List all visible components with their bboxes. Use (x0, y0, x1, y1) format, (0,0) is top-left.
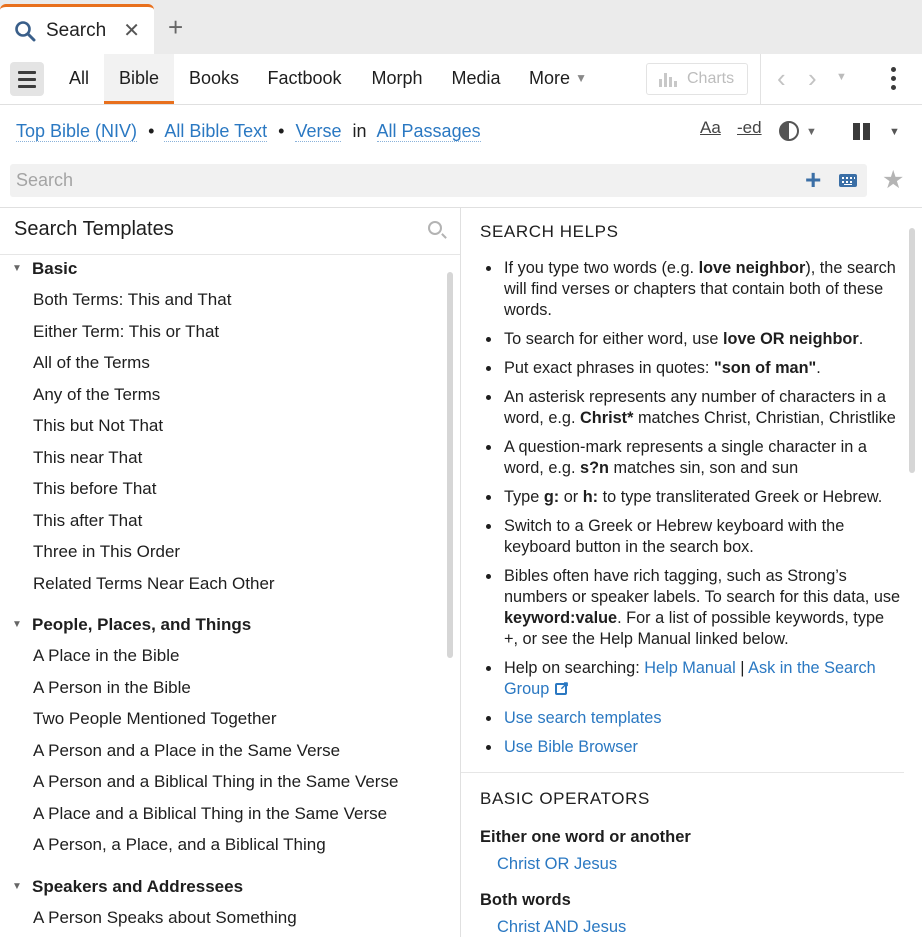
tab-books[interactable]: Books (188, 68, 240, 88)
search-group-link[interactable]: Ask in the Search Group (504, 659, 876, 698)
template-item[interactable]: Three in This Order (33, 542, 181, 561)
external-link-icon[interactable] (555, 683, 567, 695)
help-item: To search for either word, use love OR neighbor. (484, 329, 902, 350)
search-tab[interactable] (0, 4, 154, 54)
help-item: A question-mark represents a single character in a word, e.g. s?n matches sin, son and sun (484, 437, 902, 479)
template-item[interactable]: This after That (33, 510, 143, 530)
basic-operators-title: BASIC OPERATORS (480, 789, 650, 808)
template-item[interactable]: This near That (33, 447, 143, 467)
collapse-triangle-icon[interactable]: ▼ (12, 263, 22, 274)
template-item[interactable]: Either Term: This or That (33, 321, 220, 341)
template-item[interactable]: All of the Terms (33, 353, 150, 372)
scope-bullet: • (278, 121, 285, 141)
template-item[interactable]: A Person and a Biblical Thing in the Same Verse (33, 772, 399, 791)
help-item: Help on searching: Help Manual | Ask in the Search Group↗ (484, 658, 902, 700)
template-item[interactable]: Any of the Terms (33, 384, 161, 404)
bible-selector[interactable]: Top Bible (NIV) (16, 121, 138, 141)
toolbar-separator (760, 54, 761, 104)
search-box (10, 164, 867, 197)
help-manual-link[interactable]: Help Manual (644, 659, 736, 677)
group-label: Speakers and Addressees (32, 876, 244, 896)
template-item[interactable]: This but Not That (33, 416, 164, 435)
search-icon (14, 20, 36, 42)
help-item: Switch to a Greek or Hebrew keyboard with the keyboard button in the search box. (484, 516, 902, 558)
search-icon[interactable] (428, 221, 442, 235)
template-list (0, 254, 445, 933)
template-group-people-places-things[interactable] (0, 610, 445, 640)
toolbar (0, 54, 922, 105)
close-tab-icon[interactable]: ✕ (123, 20, 140, 42)
template-item[interactable]: A Place in the Bible (33, 646, 180, 665)
group-label: People, Places, and Things (32, 615, 252, 634)
group-label: Basic (32, 259, 78, 278)
star-favorite-icon[interactable]: ★ (882, 166, 905, 194)
charts-label: Charts (687, 70, 735, 87)
operator-label: Either one word or another (480, 828, 691, 846)
help-item: Bibles often have rich tagging, such as Strong’s numbers or speaker labels. To search for this data, use keyword:value. For a list of possible keywords, type +, or see the Help Manual linked below. (484, 566, 902, 650)
tab-factbook[interactable]: Factbook (267, 68, 342, 88)
help-item: If you type two words (e.g. love neighbor), the search will find verses or chapters that contain both of these words. (484, 258, 902, 321)
template-item[interactable]: Related Terms Near Each Other (33, 573, 275, 593)
history-dropdown-icon[interactable]: ▼ (836, 71, 847, 83)
use-bible-browser-link[interactable]: Use Bible Browser (504, 738, 638, 756)
chevron-down-icon[interactable]: ▼ (806, 126, 817, 138)
scope-bullet: • (148, 121, 155, 141)
templates-scrollbar[interactable] (447, 272, 453, 658)
text-selector[interactable]: All Bible Text (164, 121, 268, 141)
highlight-shade-icon[interactable] (779, 121, 799, 141)
keyboard-icon[interactable] (839, 174, 857, 187)
template-group-basic[interactable] (0, 254, 445, 284)
collapse-triangle-icon[interactable]: ▼ (12, 880, 22, 892)
help-item: Type g: or h: to type transliterated Greek or Hebrew. (484, 487, 902, 508)
chevron-down-icon: ▼ (575, 71, 587, 85)
scope-in: in (352, 121, 367, 141)
unit-selector[interactable]: Verse (295, 121, 342, 141)
tab-all[interactable]: All (68, 68, 89, 88)
use-search-templates-link[interactable]: Use search templates (504, 709, 662, 727)
divider (461, 772, 904, 773)
operator-example-link[interactable]: Christ AND Jesus (497, 918, 627, 936)
search-helps-list (484, 258, 902, 766)
templates-title: Search Templates (14, 218, 174, 240)
template-item[interactable]: A Place and a Biblical Thing in the Same Verse (33, 803, 388, 823)
template-item[interactable]: A Person and a Place in the Same Verse (33, 740, 341, 760)
search-templates-pane (0, 208, 460, 937)
bar-chart-icon (659, 73, 679, 87)
help-item (484, 737, 902, 758)
template-group-speakers-addressees[interactable] (0, 872, 445, 902)
search-input[interactable] (16, 167, 796, 194)
tab-strip (0, 0, 922, 54)
template-item[interactable]: Both Terms: This and That (33, 290, 232, 309)
back-arrow-icon[interactable]: ‹ (777, 63, 786, 93)
help-item (484, 708, 902, 729)
split-view-icon[interactable] (853, 123, 871, 140)
search-helps-title: SEARCH HELPS (480, 222, 619, 241)
template-item[interactable]: A Person, a Place, and a Biblical Thing (33, 835, 326, 854)
tab-label: Search (46, 19, 107, 41)
passages-selector[interactable]: All Passages (376, 121, 481, 141)
chevron-down-icon[interactable]: ▼ (889, 126, 900, 138)
template-item[interactable]: A Person Speaks about Something (33, 907, 297, 927)
search-helps-pane (461, 208, 922, 937)
tab-bible[interactable]: Bible (104, 54, 174, 104)
new-tab-plus-icon[interactable]: + (168, 12, 184, 42)
tab-more-label: More (529, 68, 571, 88)
collapse-triangle-icon[interactable]: ▼ (12, 619, 22, 630)
help-item: Put exact phrases in quotes: "son of man". (484, 358, 902, 379)
operator-example-link[interactable]: Christ OR Jesus (497, 855, 618, 873)
add-plus-icon[interactable]: + (805, 164, 822, 195)
menu-hamburger-icon[interactable] (10, 62, 44, 96)
charts-button[interactable] (646, 63, 748, 95)
tab-media[interactable]: Media (451, 68, 501, 88)
forward-arrow-icon[interactable]: › (808, 63, 817, 93)
search-scope (16, 121, 481, 142)
tab-morph[interactable]: Morph (371, 68, 423, 88)
match-case-icon[interactable]: Aa (700, 118, 721, 137)
helps-scrollbar[interactable] (909, 228, 915, 473)
tab-more[interactable] (520, 54, 596, 104)
operator-label: Both words (480, 891, 571, 909)
template-item[interactable]: A Person in the Bible (33, 677, 191, 697)
help-item: An asterisk represents any number of characters in a word, e.g. Christ* matches Christ, Christian, Christlike (484, 387, 902, 429)
more-options-icon[interactable] (891, 67, 897, 91)
template-item[interactable]: This before That (33, 479, 157, 498)
match-forms-icon[interactable]: -ed (737, 118, 762, 137)
template-item[interactable]: Two People Mentioned Together (33, 709, 277, 728)
